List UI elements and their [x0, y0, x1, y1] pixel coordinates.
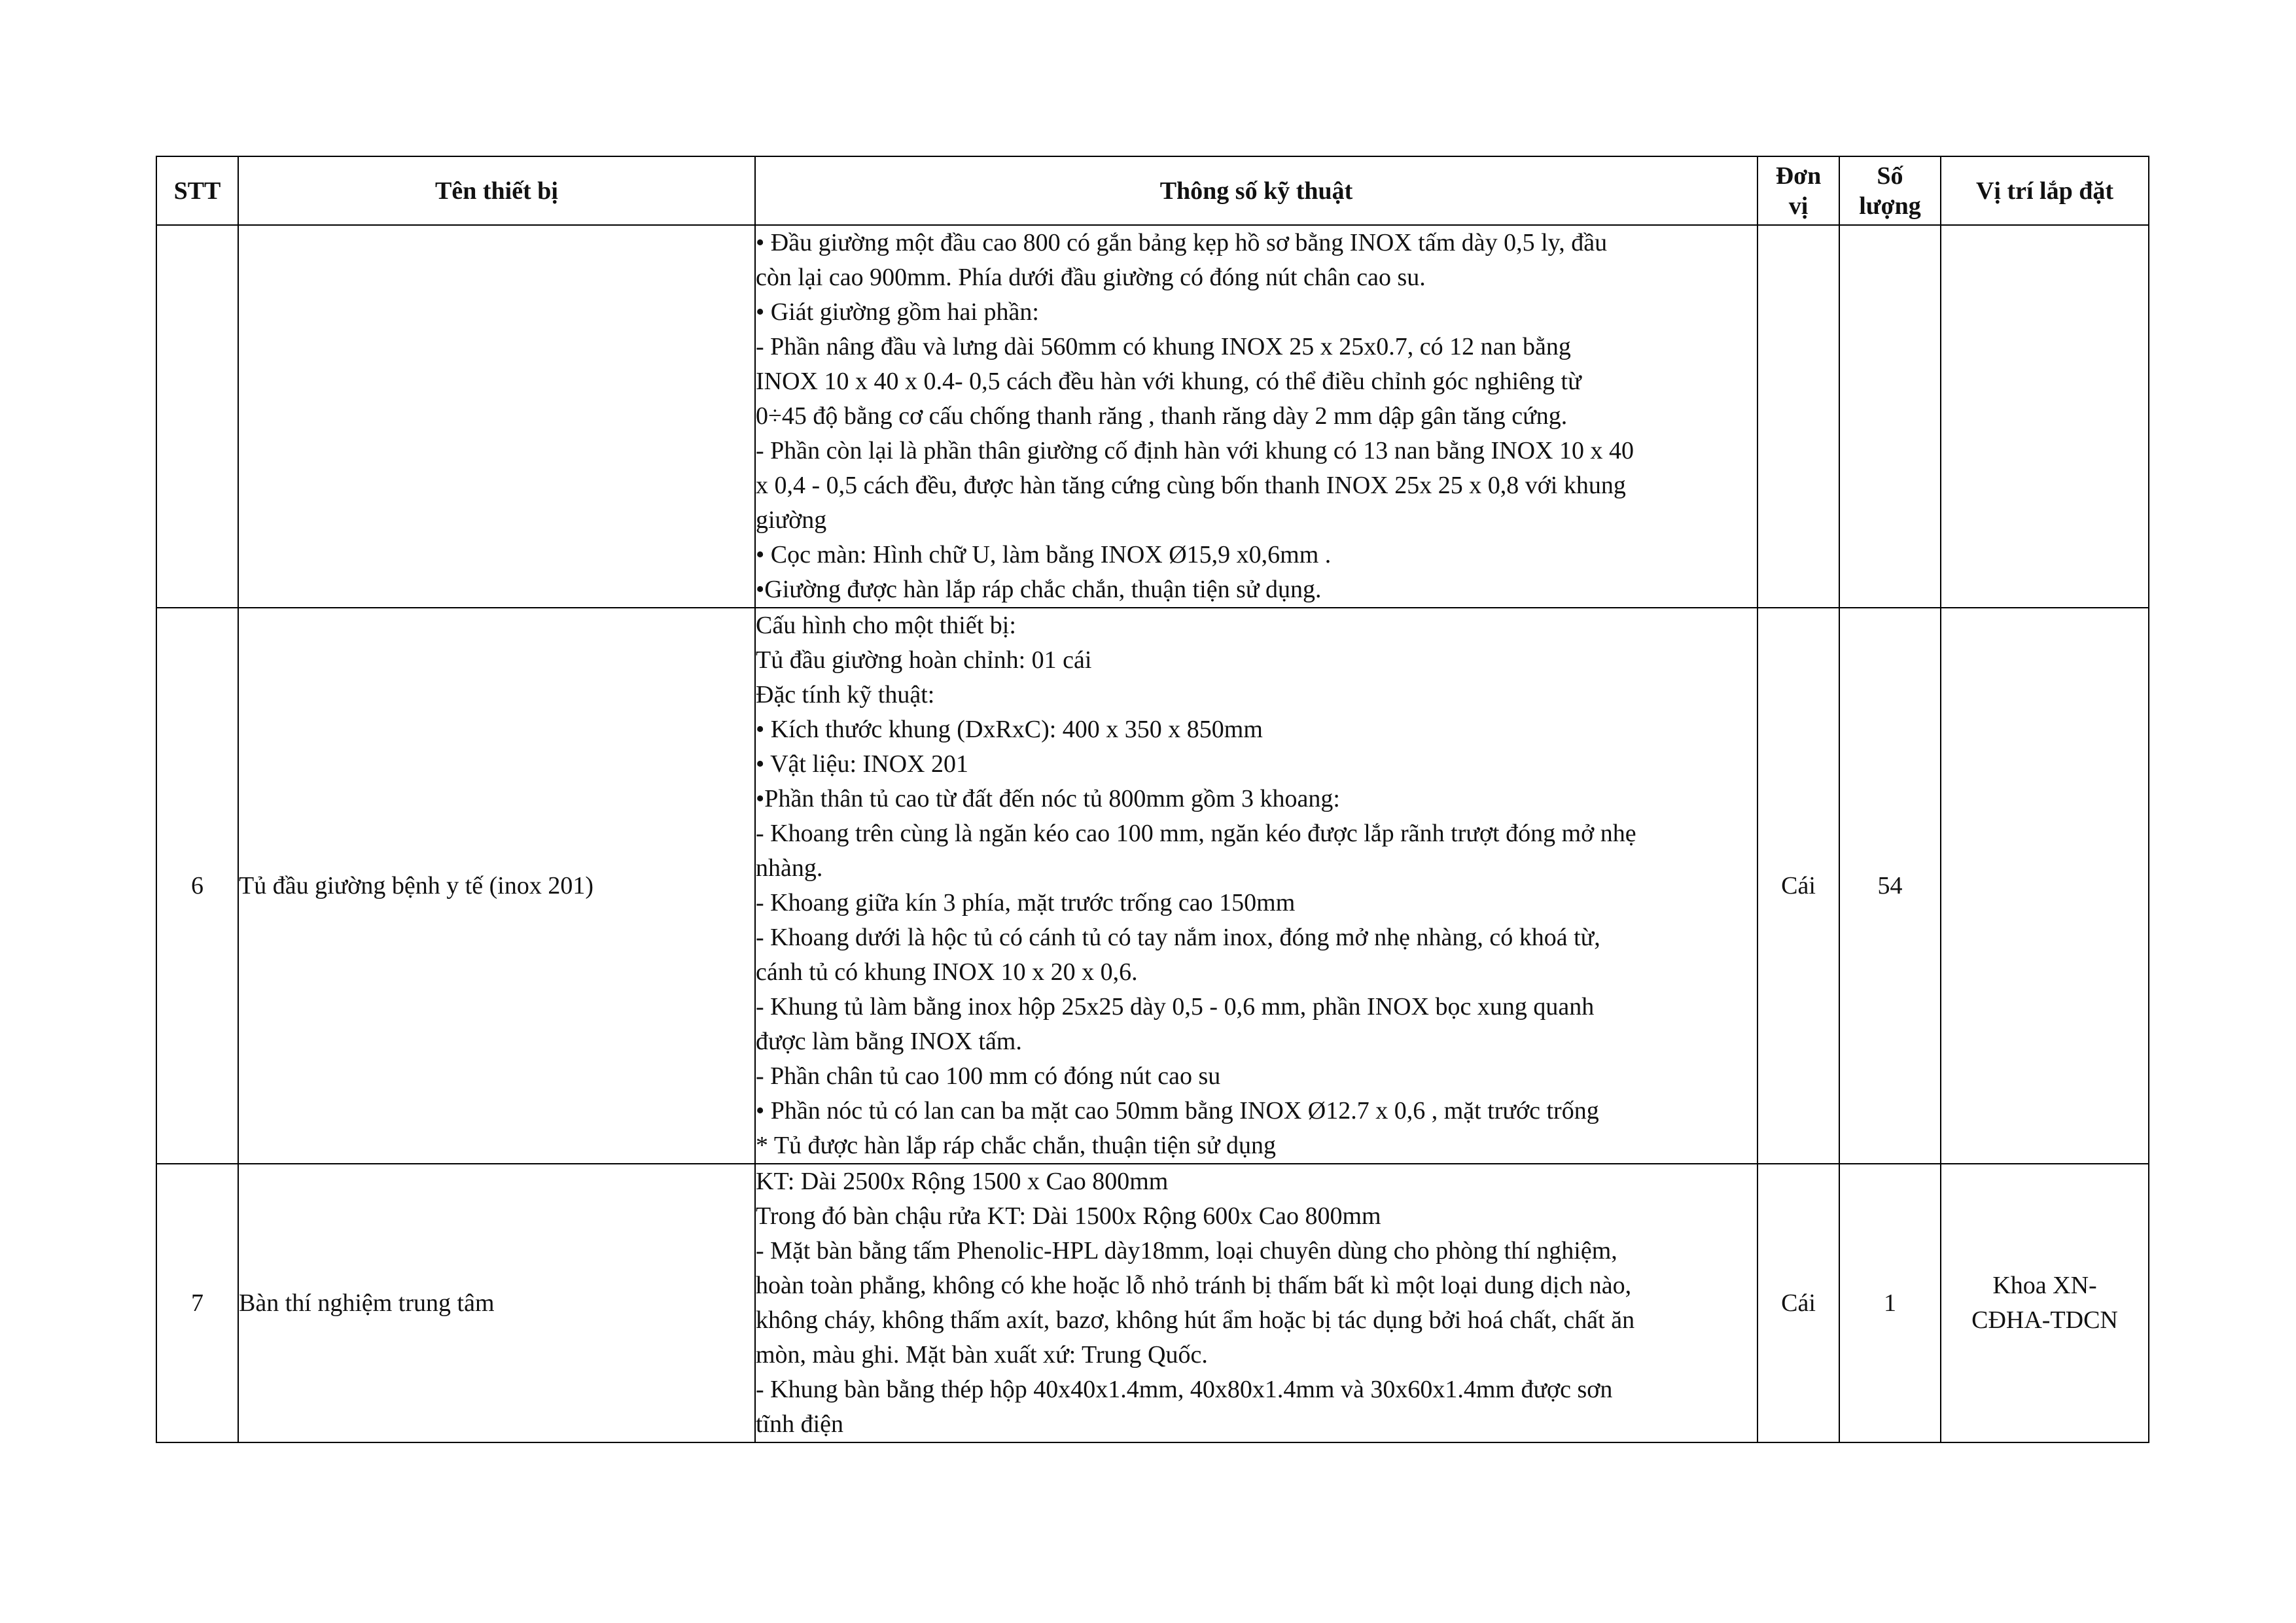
spec-line: mòn, màu ghi. Mặt bàn xuất xứ: Trung Quốc. [756, 1341, 1208, 1369]
row-location [1941, 608, 2149, 1164]
spec-line: x 0,4 - 0,5 cách đều, được hàn tăng cứng cùng bốn thanh INOX 25x 25 x 0,8 với khung [756, 472, 1626, 499]
spec-line: - Khoang dưới là hộc tủ có cánh tủ có tay nắm inox, đóng mở nhẹ nhàng, có khoá từ, [756, 924, 1600, 951]
row-device-name: Tủ đầu giường bệnh y tế (inox 201) [238, 608, 755, 1164]
header-qty-line1: Số [1877, 162, 1903, 190]
spec-line: Tủ đầu giường hoàn chỉnh: 01 cái [756, 646, 1092, 674]
row-stt: 7 [156, 1164, 238, 1442]
spec-line: giường [756, 506, 827, 534]
row-quantity [1839, 225, 1941, 608]
spec-line: Cấu hình cho một thiết bị: [756, 612, 1016, 639]
spec-line: còn lại cao 900mm. Phía dưới đầu giường có đóng nút chân cao su. [756, 264, 1426, 291]
spec-line: - Khoang trên cùng là ngăn kéo cao 100 mm, ngăn kéo được lắp rãnh trượt đóng mở nhẹ [756, 820, 1636, 847]
spec-line: • Đầu giường một đầu cao 800 có gắn bảng kẹp hồ sơ bằng INOX tấm dày 0,5 ly, đầu [756, 229, 1608, 256]
spec-line: không cháy, không thấm axít, bazơ, không hút ẩm hoặc bị tác dụng bởi hoá chất, chất ăn [756, 1306, 1635, 1334]
header-unit [1757, 156, 1839, 225]
spec-line: - Khoang giữa kín 3 phía, mặt trước trống cao 150mm [756, 889, 1296, 916]
row-quantity: 54 [1839, 608, 1941, 1164]
location-line: Khoa XN- [1992, 1272, 2097, 1299]
spec-line: nhàng. [756, 854, 823, 882]
row-spec [755, 225, 1757, 608]
spec-line: KT: Dài 2500x Rộng 1500 x Cao 800mm [756, 1168, 1169, 1195]
header-name: Tên thiết bị [238, 156, 755, 225]
table-row [156, 1164, 2149, 1442]
header-unit-line1: Đơn [1775, 162, 1822, 190]
header-location: Vị trí lắp đặt [1941, 156, 2149, 225]
header-row [156, 156, 2149, 225]
row-spec [755, 1164, 1757, 1442]
spec-line: - Khung bàn bằng thép hộp 40x40x1.4mm, 40x80x1.4mm và 30x60x1.4mm được sơn [756, 1376, 1613, 1403]
spec-line: cánh tủ có khung INOX 10 x 20 x 0,6. [756, 958, 1138, 986]
location-line: CĐHA-TDCN [1971, 1306, 2118, 1334]
spec-line: - Phần còn lại là phần thân giường cố định hàn với khung có 13 nan bằng INOX 10 x 40 [756, 437, 1634, 464]
spec-line: hoàn toàn phẳng, không có khe hoặc lỗ nhỏ tránh bị thấm bất kì một loại dung dịch nào, [756, 1272, 1632, 1299]
row-device-name [238, 225, 755, 608]
spec-line: • Phần nóc tủ có lan can ba mặt cao 50mm bằng INOX Ø12.7 x 0,6 , mặt trước trống [756, 1097, 1599, 1125]
row-unit: Cái [1757, 608, 1839, 1164]
header-qty-line2: lượng [1859, 192, 1921, 220]
equipment-spec-table [156, 156, 2149, 1443]
row-unit: Cái [1757, 1164, 1839, 1442]
spec-line: • Vật liệu: INOX 201 [756, 750, 969, 778]
row-quantity: 1 [1839, 1164, 1941, 1442]
header-qty [1839, 156, 1941, 225]
spec-line: được làm bằng INOX tấm. [756, 1028, 1022, 1055]
row-unit [1757, 225, 1839, 608]
spec-line: tĩnh điện [756, 1410, 844, 1438]
spec-line: • Cọc màn: Hình chữ U, làm bằng INOX Ø15,9 x0,6mm . [756, 541, 1332, 568]
table-row [156, 608, 2149, 1164]
header-stt: STT [156, 156, 238, 225]
header-unit-line2: vị [1788, 192, 1809, 220]
row-device-name: Bàn thí nghiệm trung tâm [238, 1164, 755, 1442]
spec-line: * Tủ được hàn lắp ráp chắc chắn, thuận tiện sử dụng [756, 1132, 1277, 1159]
spec-line: • Giát giường gồm hai phần: [756, 298, 1039, 326]
spec-line: • Kích thước khung (DxRxC): 400 x 350 x 850mm [756, 716, 1263, 743]
table-row [156, 225, 2149, 608]
header-spec: Thông số kỹ thuật [755, 156, 1757, 225]
row-spec [755, 608, 1757, 1164]
row-stt: 6 [156, 608, 238, 1164]
row-location [1941, 1164, 2149, 1442]
spec-line: Trong đó bàn chậu rửa KT: Dài 1500x Rộng 600x Cao 800mm [756, 1202, 1381, 1230]
row-location [1941, 225, 2149, 608]
row-stt [156, 225, 238, 608]
spec-line: INOX 10 x 40 x 0.4- 0,5 cách đều hàn với khung, có thể điều chỉnh góc nghiêng từ [756, 368, 1581, 395]
spec-line: •Giường được hàn lắp ráp chắc chắn, thuận tiện sử dụng. [756, 576, 1322, 603]
spec-line: - Mặt bàn bằng tấm Phenolic-HPL dày18mm, loại chuyên dùng cho phòng thí nghiệm, [756, 1237, 1617, 1265]
spec-line: - Phần nâng đầu và lưng dài 560mm có khung INOX 25 x 25x0.7, có 12 nan bằng [756, 333, 1571, 360]
spec-line: Đặc tính kỹ thuật: [756, 681, 935, 708]
spec-line: - Phần chân tủ cao 100 mm có đóng nút cao su [756, 1062, 1221, 1090]
spec-line: - Khung tủ làm bằng inox hộp 25x25 dày 0,5 - 0,6 mm, phần INOX bọc xung quanh [756, 993, 1595, 1021]
spec-line: 0÷45 độ bằng cơ cấu chống thanh răng , thanh răng dày 2 mm dập gân tăng cứng. [756, 402, 1568, 430]
spec-line: •Phần thân tủ cao từ đất đến nóc tủ 800mm gồm 3 khoang: [756, 785, 1340, 812]
